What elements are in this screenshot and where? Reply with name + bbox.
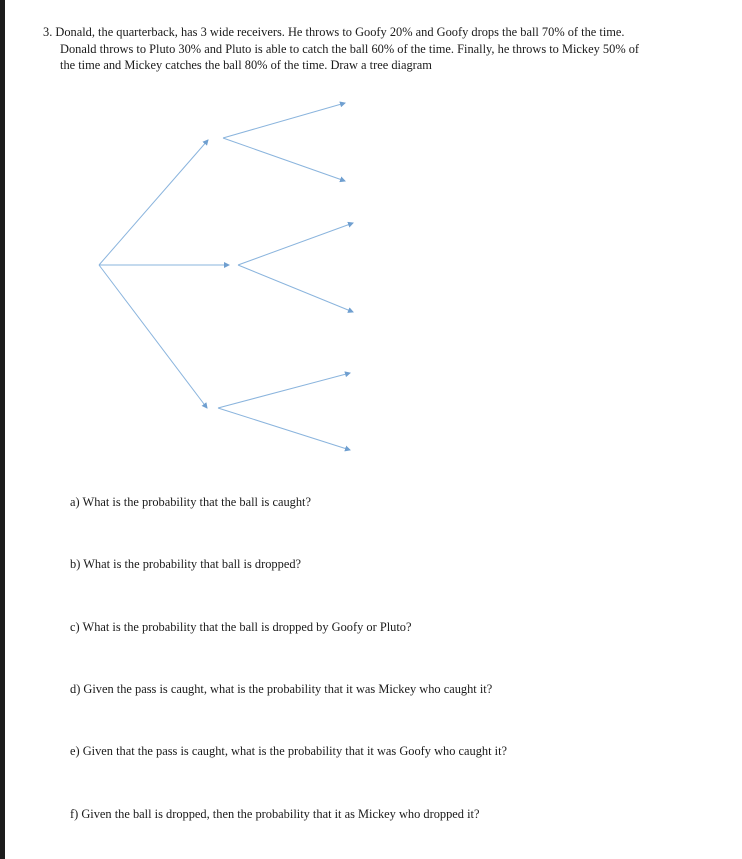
question-d: d) Given the pass is caught, what is the probability that it was Mickey who caught it? (70, 682, 493, 696)
question-e: e) Given that the pass is caught, what is the probability that it was Goofy who caught it? (70, 744, 508, 758)
branch-goofy-lower (223, 138, 345, 181)
problem-line-1: 3. Donald, the quarterback, has 3 wide receivers. He throws to Goofy 20% and Goofy drops the ball 70% of the time. (43, 25, 625, 39)
branch-mickey-lower (218, 408, 350, 450)
question-b: b) What is the probability that ball is dropped? (70, 557, 302, 571)
problem-line-2: Donald throws to Pluto 30% and Pluto is able to catch the ball 60% of the time. Finally, he throws to Mickey 50% of (60, 41, 640, 56)
question-c: c) What is the probability that the ball is dropped by Goofy or Pluto? (70, 620, 412, 634)
question-a: a) What is the probability that the ball is caught? (70, 495, 311, 509)
branch-mickey-upper (218, 373, 350, 408)
branch-goofy-upper (223, 103, 345, 138)
branch-pluto-lower (238, 265, 353, 312)
branch-root-goofy (99, 140, 208, 265)
problem-line-3: the time and Mickey catches the ball 80% of the time. Draw a tree diagram (60, 58, 432, 72)
branch-pluto-upper (238, 223, 353, 265)
question-f: f) Given the ball is dropped, then the probability that it as Mickey who dropped it? (70, 807, 480, 821)
branch-root-mickey (99, 265, 207, 408)
